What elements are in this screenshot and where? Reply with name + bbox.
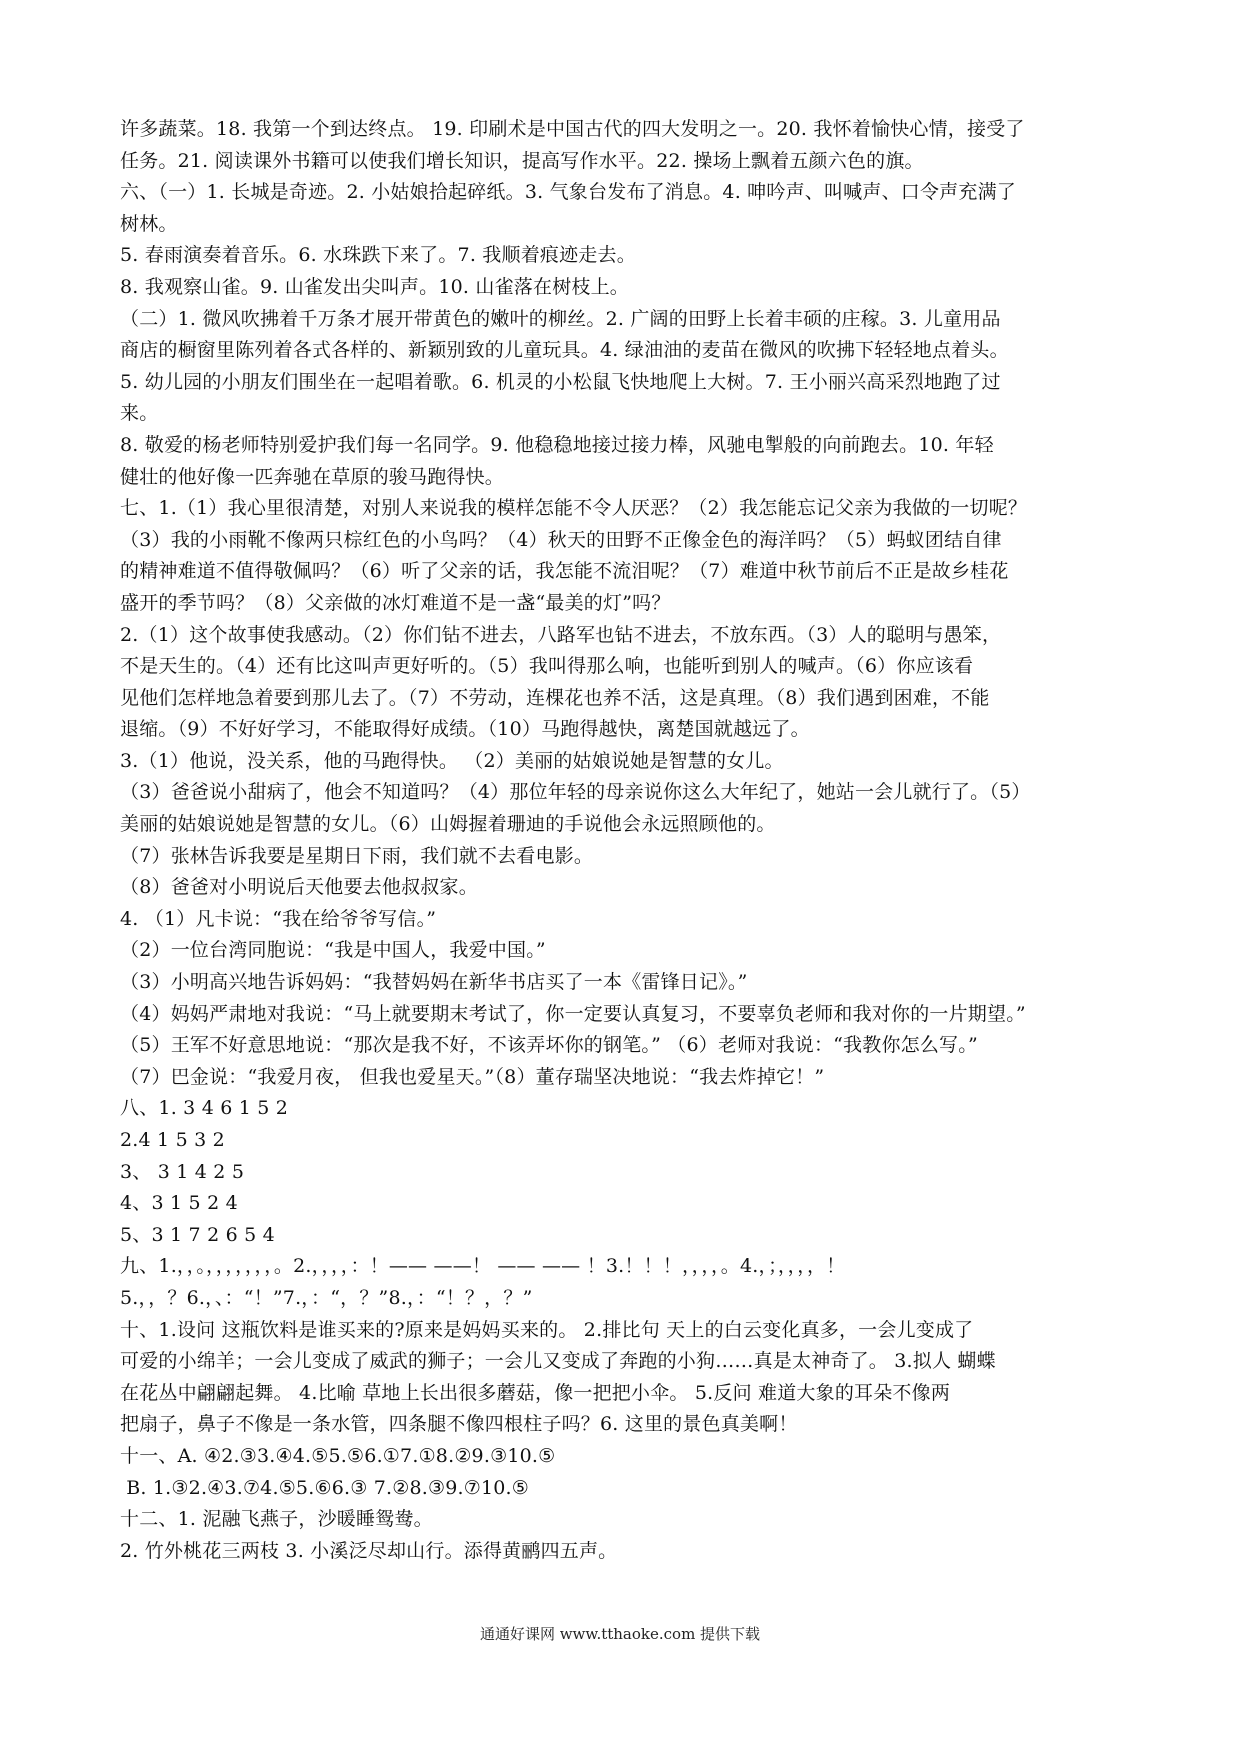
text-line: 七、1.（1）我心里很清楚，对别人来说我的模样怎能不令人厌恶？（2）我怎能忘记父亲为我做的一切呢？ xyxy=(120,497,1028,520)
text-line: 十二、1. 泥融飞燕子，沙暖睡鸳鸯。 xyxy=(120,1508,433,1531)
text-line: （3）爸爸说小甜病了，他会不知道吗？（4）那位年轻的母亲说你这么大年纪了，她站一会儿就行了。（5） xyxy=(120,781,1031,804)
text-line: 健壮的他好像一匹奔驰在草原的骏马跑得快。 xyxy=(120,465,505,488)
text-line: 8. 敬爱的杨老师特别爱护我们每一名同学。9. 他稳稳地接过接力棒，风驰电掣般的向前跑去。10. 年轻 xyxy=(120,433,994,456)
text-line: 树林。 xyxy=(120,212,178,235)
text-line: （二）1. 微风吹拂着千万条才展开带黄色的嫩叶的柳丝。2. 广阔的田野上长着丰硕的庄稼。3. 儿童用品 xyxy=(120,307,1001,330)
text-line: 来。 xyxy=(120,402,159,425)
text-line: 九、1.，，。，，，，，，，。2.，，，，：！—— ——！ —— —— ！3.！！！，，，，。4.，；，，，，！ xyxy=(120,1255,846,1278)
text-line: 4、3 1 5 2 4 xyxy=(120,1192,238,1215)
text-line: B. 1.③2.④3.⑦4.⑤5.⑥6.③ 7.②8.③9.⑦10.⑤ xyxy=(120,1476,530,1499)
answer-text xyxy=(120,114,1130,1567)
text-line: 盛开的季节吗？（8）父亲做的冰灯难道不是一盏“最美的灯”吗？ xyxy=(120,591,671,614)
text-line: （8）爸爸对小明说后天他要去他叔叔家。 xyxy=(120,876,478,899)
text-line: 5. 春雨演奏着音乐。6. 水珠跌下来了。7. 我顺着痕迹走去。 xyxy=(120,244,636,267)
text-line: 3.（1）他说，没关系，他的马跑得快。 （2）美丽的姑娘说她是智慧的女儿。 xyxy=(120,749,784,772)
text-line: 5.，，？6.，、：“！”7.，：“，？”8.，：“！？，？” xyxy=(120,1286,533,1309)
text-line: 任务。21. 阅读课外书籍可以使我们增长知识，提高写作水平。22. 操场上飘着五颜六色的旗。 xyxy=(120,149,924,172)
text-line: 可爱的小绵羊；一会儿变成了威武的狮子；一会儿又变成了奔跑的小狗……真是太神奇了。 3.拟人 蝴蝶 xyxy=(120,1350,996,1373)
text-line: 许多蔬菜。18. 我第一个到达终点。 19. 印刷术是中国古代的四大发明之一。20. 我怀着愉快心情，接受了 xyxy=(120,118,1025,140)
text-line: 不是天生的。（4）还有比这叫声更好听的。（5）我叫得那么响，也能听到别人的喊声。（6）你应该看 xyxy=(120,655,974,678)
text-line: 六、（一）1. 长城是奇迹。2. 小姑娘拾起碎纸。3. 气象台发布了消息。4. 呻吟声、叫喊声、口令声充满了 xyxy=(120,181,1016,204)
text-line: 十一、A. ④2.③3.④4.⑤5.⑤6.①7.①8.②9.③10.⑤ xyxy=(120,1444,556,1467)
text-line: 2.（1）这个故事使我感动。（2）你们钻不进去，八路军也钻不进去，不放东西。（3）人的聪明与愚笨， xyxy=(120,623,1002,646)
text-line: （3）小明高兴地告诉妈妈：“我替妈妈在新华书店买了一本《雷锋日记》。” xyxy=(120,971,748,994)
text-line: 八、1. 3 4 6 1 5 2 xyxy=(120,1097,289,1120)
text-line: （4）妈妈严肃地对我说：“马上就要期末考试了，你一定要认真复习，不要辜负老师和我对你的一片期望。” xyxy=(120,1002,1026,1025)
text-line: （2）一位台湾同胞说：“我是中国人，我爱中国。” xyxy=(120,939,546,962)
footer-source: 通通好课网 www.tthaoke.com 提供下载 xyxy=(479,1625,761,1643)
text-line: 把扇子，鼻子不像是一条水管，四条腿不像四根柱子吗？6. 这里的景色真美啊！ xyxy=(120,1413,798,1436)
text-line: （7）张林告诉我要是星期日下雨，我们就不去看电影。 xyxy=(120,844,594,867)
text-line: （7）巴金说：“我爱月夜， 但我也爱星天。”（8）董存瑞坚决地说：“我去炸掉它！” xyxy=(120,1065,825,1088)
text-line: 4. （1）凡卡说：“我在给爷爷写信。” xyxy=(120,907,437,930)
text-line: 商店的橱窗里陈列着各式各样的、新颖别致的儿童玩具。4. 绿油油的麦苗在微风的吹拂下轻轻地点着头。 xyxy=(120,339,1009,362)
text-line: 退缩。（9）不好好学习，不能取得好成绩。（10）马跑得越快，离楚国就越远了。 xyxy=(120,718,810,741)
text-line: 2.4 1 5 3 2 xyxy=(120,1129,225,1151)
text-line: （3）我的小雨靴不像两只棕红色的小鸟吗？（4）秋天的田野不正像金色的海洋吗？（5）蚂蚁团结自律 xyxy=(120,528,1002,551)
text-line: 2. 竹外桃花三两枝 3. 小溪泛尽却山行。添得黄鹂四五声。 xyxy=(120,1539,618,1562)
text-line: 3、 3 1 4 2 5 xyxy=(120,1160,245,1183)
text-line: 十、1.设问 这瓶饮料是谁买来的?原来是妈妈买来的。 2.排比句 天上的白云变化真多，一会儿变成了 xyxy=(120,1318,974,1341)
text-line: 见他们怎样地急着要到那儿去了。（7）不劳动，连棵花也养不活，这是真理。（8）我们遇到困难，不能 xyxy=(120,686,990,709)
text-line: （5）王军不好意思地说：“那次是我不好，不该弄坏你的钢笔。” （6）老师对我说：“我教你怎么写。” xyxy=(120,1034,978,1057)
text-line: 美丽的姑娘说她是智慧的女儿。（6）山姆握着珊迪的手说他会永远照顾他的。 xyxy=(120,813,776,836)
text-line: 在花丛中翩翩起舞。 4.比喻 草地上长出很多蘑菇，像一把把小伞。 5.反问 难道大象的耳朵不像两 xyxy=(120,1381,951,1404)
text-line: 8. 我观察山雀。9. 山雀发出尖叫声。10. 山雀落在树枝上。 xyxy=(120,275,629,298)
text-line: 5. 幼儿园的小朋友们围坐在一起唱着歌。6. 机灵的小松鼠飞快地爬上大树。7. 王小丽兴高采烈地跑了过 xyxy=(120,370,1001,393)
text-line: 5、3 1 7 2 6 5 4 xyxy=(120,1223,275,1246)
text-line: 的精神难道不值得敬佩吗？（6）听了父亲的话，我怎能不流泪呢？（7）难道中秋节前后不正是故乡桂花 xyxy=(120,560,1009,583)
